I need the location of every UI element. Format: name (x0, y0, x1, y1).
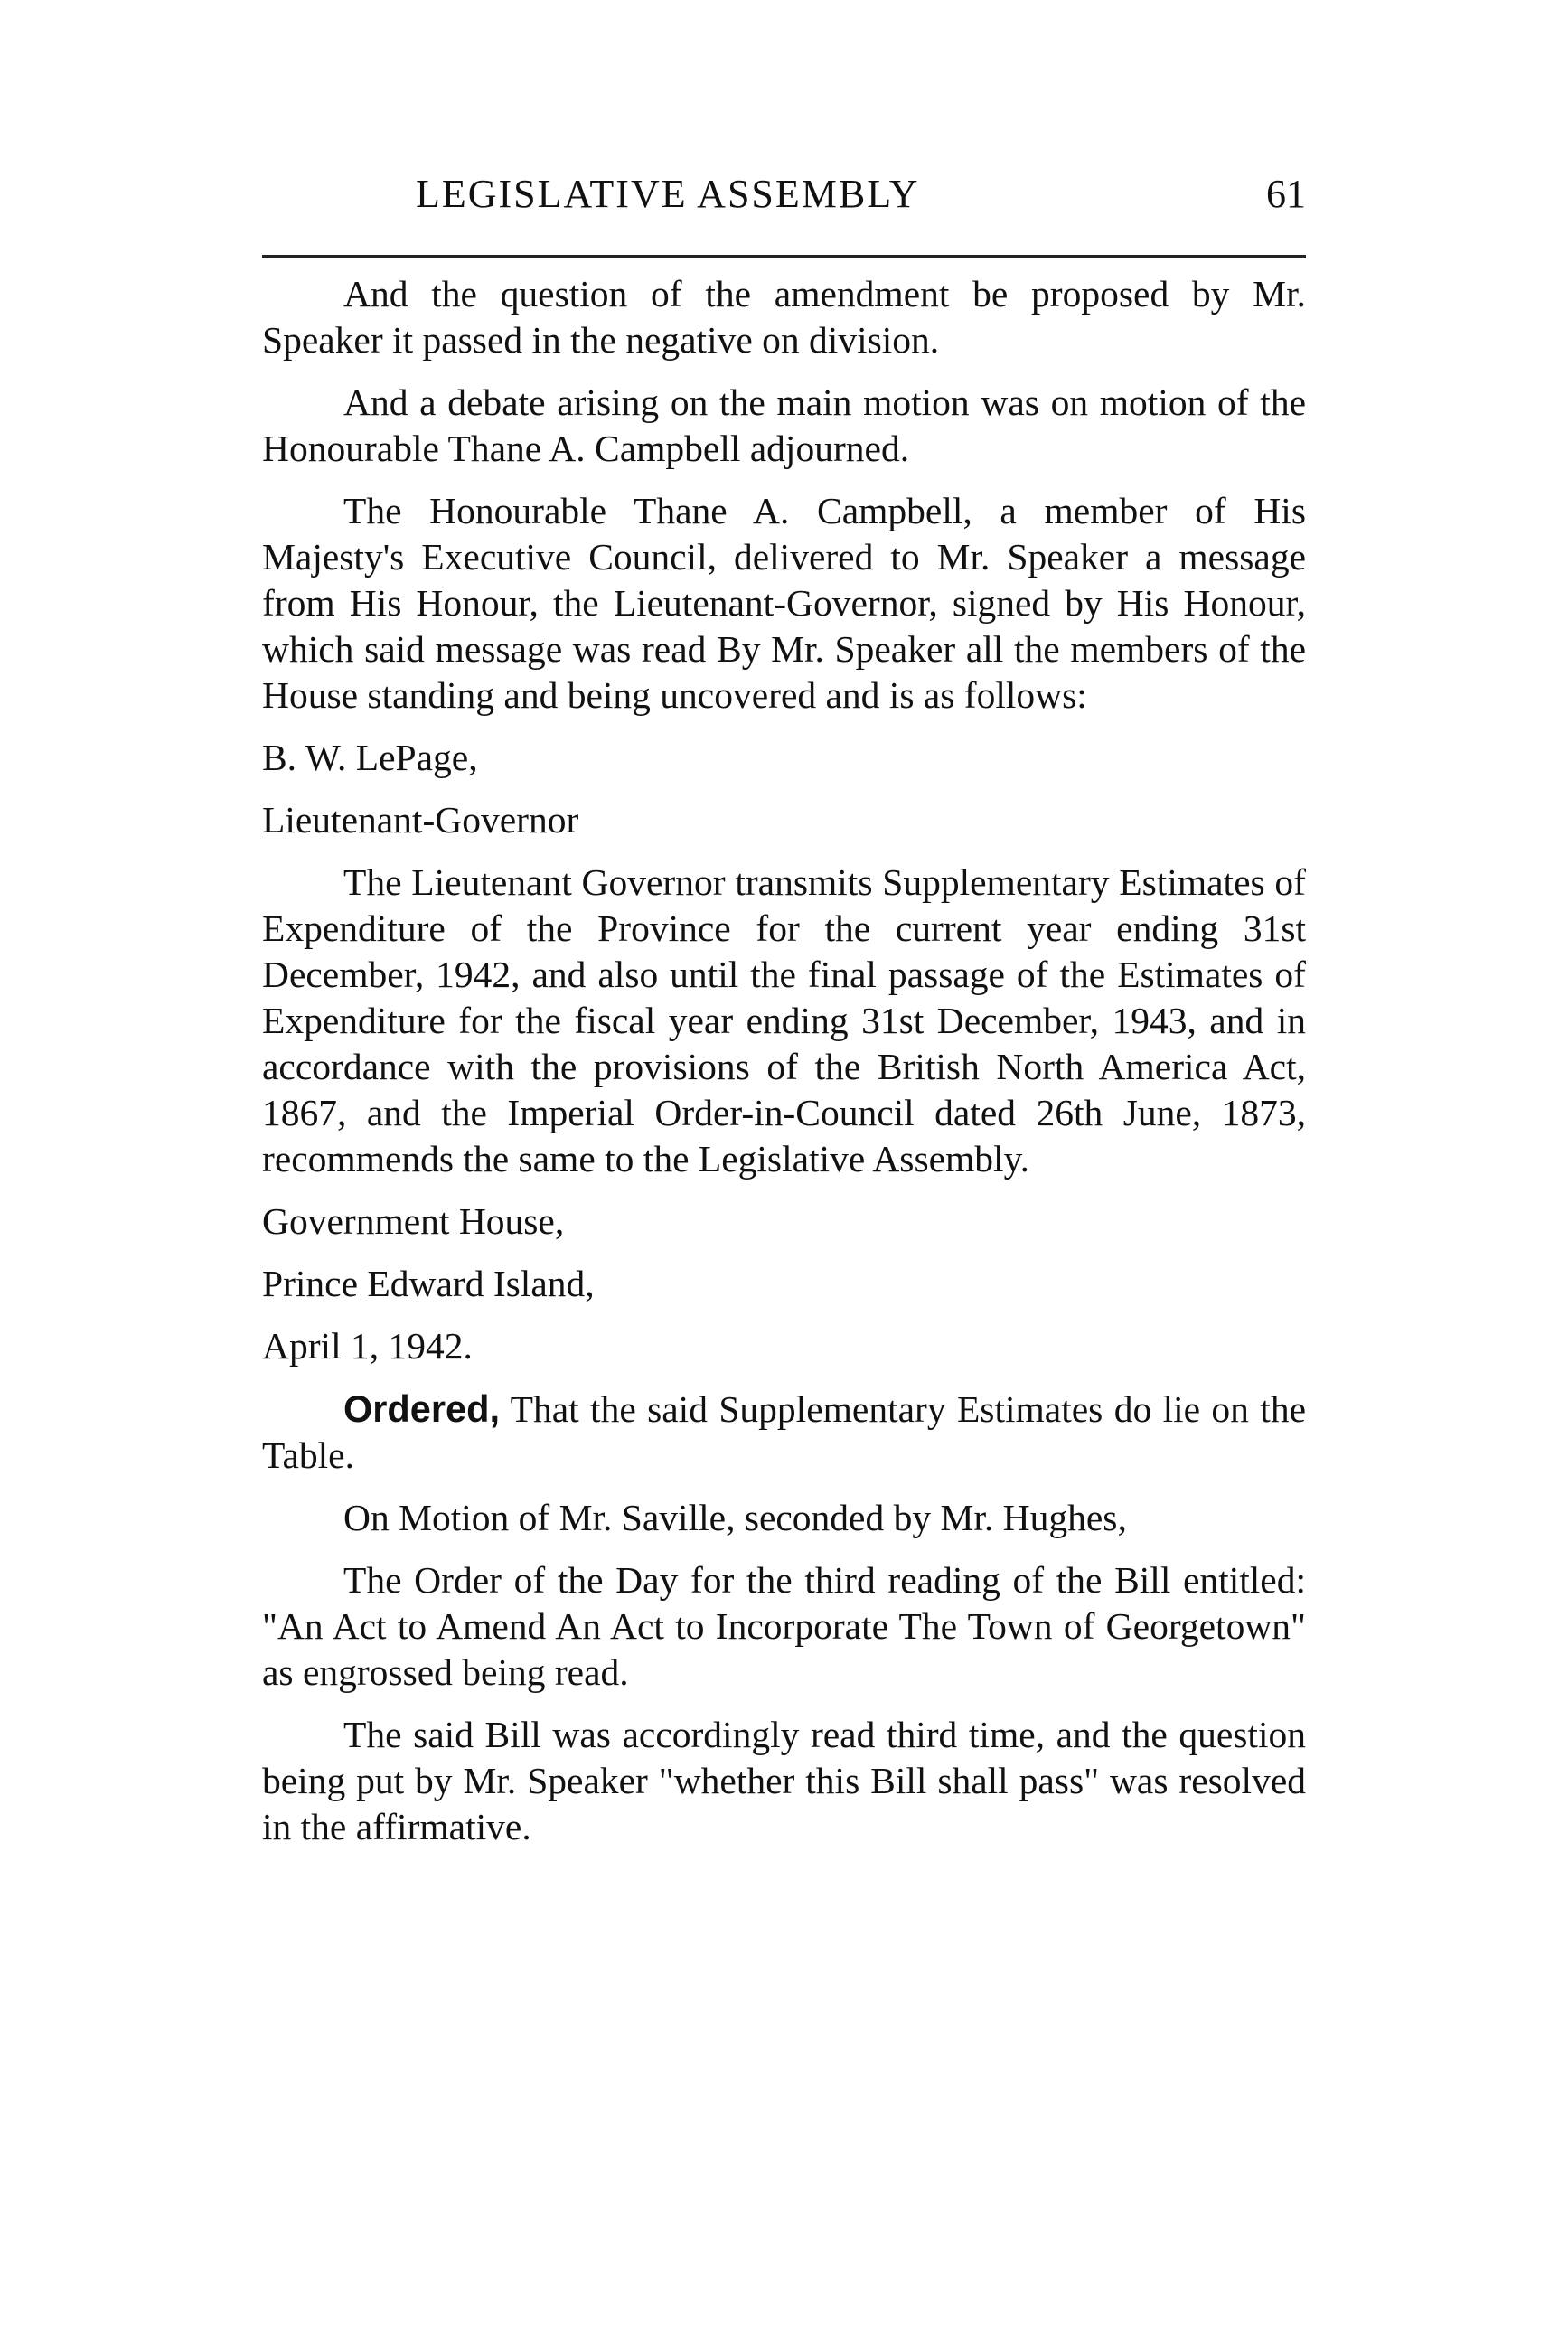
signature-name: B. W. LePage, (262, 737, 478, 778)
paragraph-order-of-day: The Order of the Day for the third reading of the Bill entitled: "An Act to Amend An Act to Incorporate The Town of Georgetown" as engrossed being read. (262, 1559, 1306, 1693)
paragraph-ordered (262, 1386, 1306, 1479)
ordered-rest: That the said Supplementary Estimates do lie on the Table. (262, 1388, 1306, 1476)
paragraph-message: The Honourable Thane A. Campbell, a member of His Majesty's Executive Council, delivered to Mr. Speaker a message from His Honour, the Lieutenant-Governor, signed by His Honour, which said message was read By Mr. Speaker all the members of the House standing and being uncovered and is as follows: (262, 490, 1306, 716)
date-line: April 1, 1942. (262, 1325, 473, 1367)
place-line-2: Prince Edward Island, (262, 1263, 595, 1304)
paragraph-bill-passed: The said Bill was accordingly read third time, and the question being put by Mr. Speaker "whether this Bill shall pass" was resolved in the affirmative. (262, 1714, 1306, 1847)
paragraph-amendment: And the question of the amendment be proposed by Mr. Speaker it passed in the negative on division. (262, 273, 1306, 361)
paragraph-estimates: The Lieutenant Governor transmits Supplementary Estimates of Expenditure of the Province for the current year ending 31st December, 1942, and also until the final passage of the Estimates of Expenditure for the fiscal year ending 31st December, 1943, and in accordance with the provisions of the British North America Act, 1867, and the Imperial Order-in-Council dated 26th June, 1873, recommends the same to the Legislative Assembly. (262, 861, 1306, 1180)
header-rule (262, 255, 1306, 258)
running-head: LEGISLATIVE ASSEMBLY (416, 172, 920, 216)
signature-title: Lieutenant-Governor (262, 799, 579, 841)
place-line-1: Government House, (262, 1200, 565, 1242)
page-header (262, 167, 1306, 221)
paragraph-motion: On Motion of Mr. Saville, seconded by Mr. Hughes, (343, 1497, 1127, 1538)
ordered-lead: Ordered, (343, 1387, 500, 1430)
page-body (262, 271, 1306, 1866)
paragraph-debate: And a debate arising on the main motion was on motion of the Honourable Thane A. Campbell adjourned. (262, 381, 1306, 469)
page-number: 61 (1266, 172, 1306, 216)
